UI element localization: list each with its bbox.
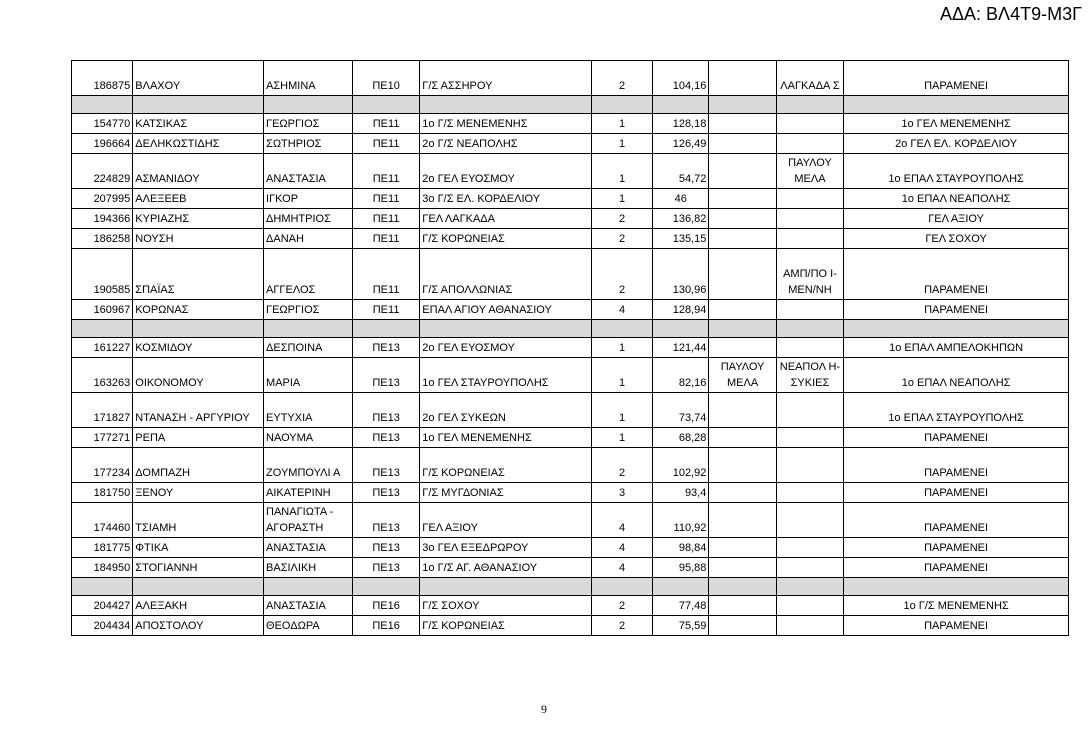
cell-score: 126,49: [653, 134, 709, 154]
cell-result: ΠΑΡΑΜΕΝΕΙ: [844, 616, 1069, 636]
cell-score: 121,44: [653, 338, 709, 358]
cell-name: ΘΕΟΔΩΡΑ: [264, 616, 353, 636]
cell-surname: ΚΑΤΣΙΚΑΣ: [133, 114, 264, 134]
cell-school: ΓΕΛ ΑΞΙΟΥ: [420, 503, 592, 538]
cell-pref-2: [776, 134, 843, 154]
cell-pref-2: [776, 558, 843, 578]
cell-id: 177234: [72, 448, 133, 483]
cell-pref-1: [709, 249, 776, 300]
cell-surname: ΣΤΟΓΙΑΝΝΗ: [133, 558, 264, 578]
cell-count: 2: [591, 249, 652, 300]
cell-id: 186258: [72, 229, 133, 249]
cell-specialty: ΠΕ13: [352, 483, 419, 503]
separator-cell: [844, 320, 1069, 338]
cell-specialty: ΠΕ13: [352, 538, 419, 558]
cell-id: 163263: [72, 358, 133, 393]
separator-cell: [844, 578, 1069, 596]
cell-pref-1: [709, 558, 776, 578]
cell-result: 2ο ΓΕΛ ΕΛ. ΚΟΡΔΕΛΙΟΥ: [844, 134, 1069, 154]
cell-specialty: ΠΕ13: [352, 338, 419, 358]
cell-name: ΑΙΚΑΤΕΡΙΝΗ: [264, 483, 353, 503]
separator-cell: [709, 320, 776, 338]
cell-score: 130,96: [653, 249, 709, 300]
cell-name: ΙΓΚΟΡ: [264, 189, 353, 209]
cell-pref-2: ΑΜΠ/ΠΟ Ι- ΜΕΝ/ΝΗ: [776, 249, 843, 300]
separator-cell: [776, 320, 843, 338]
cell-school: 1ο Γ/Σ ΑΓ. ΑΘΑΝΑΣΙΟΥ: [420, 558, 592, 578]
cell-specialty: ΠΕ11: [352, 154, 419, 189]
cell-count: 4: [591, 538, 652, 558]
cell-id: 154770: [72, 114, 133, 134]
cell-result: 1ο ΓΕΛ ΜΕΝΕΜΕΝΗΣ: [844, 114, 1069, 134]
cell-count: 2: [591, 596, 652, 616]
cell-count: 2: [591, 229, 652, 249]
cell-name: ΔΑΝΑΗ: [264, 229, 353, 249]
cell-score: 95,88: [653, 558, 709, 578]
cell-pref-2: [776, 616, 843, 636]
separator-cell: [776, 96, 843, 114]
cell-score: 104,16: [653, 61, 709, 96]
cell-id: 207995: [72, 189, 133, 209]
group-separator-row: [72, 96, 1069, 114]
cell-surname: ΑΣΜΑΝΙΔΟΥ: [133, 154, 264, 189]
table-row: [72, 428, 1069, 448]
cell-score: 136,82: [653, 209, 709, 229]
cell-result: 1ο Γ/Σ ΜΕΝΕΜΕΝΗΣ: [844, 596, 1069, 616]
separator-cell: [72, 578, 133, 596]
separator-cell: [591, 320, 652, 338]
cell-count: 2: [591, 209, 652, 229]
cell-name: ΕΥΤΥΧΙΑ: [264, 393, 353, 428]
cell-name: ΝΑΟΥΜΑ: [264, 428, 353, 448]
cell-count: 2: [591, 448, 652, 483]
cell-specialty: ΠΕ16: [352, 616, 419, 636]
cell-score: 128,18: [653, 114, 709, 134]
cell-name: ΑΣΗΜΙΝΑ: [264, 61, 353, 96]
separator-cell: [352, 320, 419, 338]
separator-cell: [420, 578, 592, 596]
cell-pref-2: [776, 300, 843, 320]
cell-result: 1ο ΕΠΑΛ ΝΕΑΠΟΛΗΣ: [844, 358, 1069, 393]
cell-pref-2: [776, 229, 843, 249]
placement-table: [71, 60, 1069, 636]
cell-name: ΠΑΝΑΓΙΩΤΑ - ΑΓΟΡΑΣΤΗ: [264, 503, 353, 538]
cell-score: 82,16: [653, 358, 709, 393]
cell-surname: ΝΟΥΣΗ: [133, 229, 264, 249]
table-row: [72, 616, 1069, 636]
cell-specialty: ΠΕ16: [352, 596, 419, 616]
cell-surname: ΔΟΜΠΑΖΗ: [133, 448, 264, 483]
cell-result: ΠΑΡΑΜΕΝΕΙ: [844, 448, 1069, 483]
cell-result: ΠΑΡΑΜΕΝΕΙ: [844, 300, 1069, 320]
cell-name: ΔΗΜΗΤΡΙΟΣ: [264, 209, 353, 229]
cell-school: 3ο Γ/Σ ΕΛ. ΚΟΡΔΕΛΙΟΥ: [420, 189, 592, 209]
cell-specialty: ΠΕ13: [352, 358, 419, 393]
cell-specialty: ΠΕ13: [352, 558, 419, 578]
table-row: [72, 154, 1069, 189]
cell-count: 1: [591, 338, 652, 358]
cell-id: 177271: [72, 428, 133, 448]
cell-school: Γ/Σ ΚΟΡΩΝΕΙΑΣ: [420, 229, 592, 249]
cell-school: 1ο ΓΕΛ ΣΤΑΥΡΟΥΠΟΛΗΣ: [420, 358, 592, 393]
table-row: [72, 338, 1069, 358]
table-row: [72, 483, 1069, 503]
cell-pref-1: [709, 616, 776, 636]
cell-score: 54,72: [653, 154, 709, 189]
cell-result: 1ο ΕΠΑΛ ΝΕΑΠΟΛΗΣ: [844, 189, 1069, 209]
cell-id: 204434: [72, 616, 133, 636]
cell-specialty: ΠΕ13: [352, 448, 419, 483]
cell-surname: ΚΟΡΩΝΑΣ: [133, 300, 264, 320]
cell-pref-2: [776, 596, 843, 616]
cell-school: 1ο ΓΕΛ ΜΕΝΕΜΕΝΗΣ: [420, 428, 592, 448]
table-row: [72, 596, 1069, 616]
cell-id: 196664: [72, 134, 133, 154]
cell-pref-1: [709, 393, 776, 428]
separator-cell: [591, 96, 652, 114]
cell-score: 135,15: [653, 229, 709, 249]
cell-pref-1: [709, 596, 776, 616]
cell-score: 68,28: [653, 428, 709, 448]
cell-score: 110,92: [653, 503, 709, 538]
cell-specialty: ΠΕ11: [352, 209, 419, 229]
cell-surname: ΡΕΠΑ: [133, 428, 264, 448]
cell-surname: ΞΕΝΟΥ: [133, 483, 264, 503]
cell-surname: ΑΛΕΞΕΕΒ: [133, 189, 264, 209]
cell-surname: ΔΕΛΗΚΩΣΤΙΔΗΣ: [133, 134, 264, 154]
cell-pref-2: [776, 483, 843, 503]
cell-pref-2: [776, 503, 843, 538]
cell-score: 46: [653, 189, 709, 209]
cell-pref-1: [709, 483, 776, 503]
cell-score: 98,84: [653, 538, 709, 558]
cell-school: 2ο ΓΕΛ ΕΥΟΣΜΟΥ: [420, 338, 592, 358]
cell-school: Γ/Σ ΑΣΣΗΡΟΥ: [420, 61, 592, 96]
cell-surname: ΣΠΑΪΑΣ: [133, 249, 264, 300]
cell-count: 4: [591, 503, 652, 538]
cell-school: Γ/Σ ΑΠΟΛΛΩΝΙΑΣ: [420, 249, 592, 300]
cell-id: 184950: [72, 558, 133, 578]
cell-pref-2: [776, 538, 843, 558]
cell-count: 2: [591, 616, 652, 636]
table-row: [72, 229, 1069, 249]
separator-cell: [420, 320, 592, 338]
separator-cell: [352, 578, 419, 596]
cell-specialty: ΠΕ11: [352, 134, 419, 154]
cell-pref-1: [709, 338, 776, 358]
separator-cell: [653, 96, 709, 114]
cell-pref-1: [709, 428, 776, 448]
table-row: [72, 558, 1069, 578]
cell-result: ΠΑΡΑΜΕΝΕΙ: [844, 503, 1069, 538]
separator-cell: [352, 96, 419, 114]
cell-school: 1ο Γ/Σ ΜΕΝΕΜΕΝΗΣ: [420, 114, 592, 134]
cell-id: 190585: [72, 249, 133, 300]
cell-pref-1: [709, 134, 776, 154]
cell-id: 224829: [72, 154, 133, 189]
separator-cell: [264, 320, 353, 338]
cell-count: 1: [591, 154, 652, 189]
cell-surname: ΟΙΚΟΝΟΜΟΥ: [133, 358, 264, 393]
cell-pref-1: [709, 209, 776, 229]
table-row: [72, 61, 1069, 96]
cell-name: ΣΩΤΗΡΙΟΣ: [264, 134, 353, 154]
cell-name: ΑΝΑΣΤΑΣΙΑ: [264, 154, 353, 189]
page-number: 9: [541, 702, 547, 716]
cell-pref-2: [776, 189, 843, 209]
cell-id: 160967: [72, 300, 133, 320]
cell-pref-1: [709, 114, 776, 134]
cell-specialty: ΠΕ11: [352, 189, 419, 209]
cell-id: 186875: [72, 61, 133, 96]
cell-score: 75,59: [653, 616, 709, 636]
table-row: [72, 209, 1069, 229]
cell-school: 2ο Γ/Σ ΝΕΑΠΟΛΗΣ: [420, 134, 592, 154]
cell-pref-1: [709, 300, 776, 320]
cell-pref-2: [776, 338, 843, 358]
cell-result: ΠΑΡΑΜΕΝΕΙ: [844, 249, 1069, 300]
cell-pref-1: [709, 61, 776, 96]
cell-school: 2ο ΓΕΛ ΕΥΟΣΜΟΥ: [420, 154, 592, 189]
cell-result: ΠΑΡΑΜΕΝΕΙ: [844, 61, 1069, 96]
cell-school: 2ο ΓΕΛ ΣΥΚΕΩΝ: [420, 393, 592, 428]
cell-count: 4: [591, 300, 652, 320]
cell-surname: ΒΛΑΧΟΥ: [133, 61, 264, 96]
cell-name: ΑΓΓΕΛΟΣ: [264, 249, 353, 300]
separator-cell: [133, 320, 264, 338]
cell-count: 1: [591, 358, 652, 393]
cell-pref-2: [776, 209, 843, 229]
table-row: [72, 249, 1069, 300]
cell-count: 2: [591, 61, 652, 96]
cell-pref-1: [709, 448, 776, 483]
cell-result: ΠΑΡΑΜΕΝΕΙ: [844, 428, 1069, 448]
separator-cell: [72, 320, 133, 338]
cell-pref-1: [709, 538, 776, 558]
cell-pref-1: [709, 189, 776, 209]
table-row: [72, 189, 1069, 209]
cell-id: 204427: [72, 596, 133, 616]
separator-cell: [72, 96, 133, 114]
cell-surname: ΚΥΡΙΑΖΗΣ: [133, 209, 264, 229]
cell-specialty: ΠΕ13: [352, 428, 419, 448]
cell-pref-2: [776, 393, 843, 428]
separator-cell: [264, 578, 353, 596]
table-row: [72, 538, 1069, 558]
cell-score: 102,92: [653, 448, 709, 483]
separator-cell: [591, 578, 652, 596]
separator-cell: [133, 96, 264, 114]
cell-pref-2: ΛΑΓΚΑΔΑ Σ: [776, 61, 843, 96]
cell-pref-2: [776, 428, 843, 448]
separator-cell: [653, 320, 709, 338]
cell-school: ΓΕΛ ΛΑΓΚΑΔΑ: [420, 209, 592, 229]
cell-score: 77,48: [653, 596, 709, 616]
cell-result: 1ο ΕΠΑΛ ΣΤΑΥΡΟΥΠΟΛΗΣ: [844, 154, 1069, 189]
cell-result: ΠΑΡΑΜΕΝΕΙ: [844, 558, 1069, 578]
cell-name: ΑΝΑΣΤΑΣΙΑ: [264, 538, 353, 558]
cell-pref-1: [709, 154, 776, 189]
cell-result: 1ο ΕΠΑΛ ΣΤΑΥΡΟΥΠΟΛΗΣ: [844, 393, 1069, 428]
separator-cell: [709, 578, 776, 596]
cell-id: 171827: [72, 393, 133, 428]
cell-specialty: ΠΕ11: [352, 249, 419, 300]
cell-surname: ΑΠΟΣΤΟΛΟΥ: [133, 616, 264, 636]
group-separator-row: [72, 578, 1069, 596]
cell-name: ΖΟΥΜΠΟΥΛΙ Α: [264, 448, 353, 483]
separator-cell: [420, 96, 592, 114]
table-row: [72, 393, 1069, 428]
cell-count: 4: [591, 558, 652, 578]
cell-specialty: ΠΕ11: [352, 300, 419, 320]
cell-score: 93,4: [653, 483, 709, 503]
cell-count: 1: [591, 134, 652, 154]
cell-specialty: ΠΕ13: [352, 393, 419, 428]
cell-pref-2: ΠΑΥΛΟΥ ΜΕΛΑ: [776, 154, 843, 189]
cell-pref-1: ΠΑΥΛΟΥ ΜΕΛΑ: [709, 358, 776, 393]
ada-code: ΑΔΑ: ΒΛ4Τ9-Μ3Γ: [940, 4, 1082, 24]
cell-name: ΓΕΩΡΓΙΟΣ: [264, 114, 353, 134]
cell-id: 174460: [72, 503, 133, 538]
cell-count: 1: [591, 393, 652, 428]
cell-id: 181750: [72, 483, 133, 503]
cell-count: 1: [591, 189, 652, 209]
separator-cell: [133, 578, 264, 596]
cell-school: Γ/Σ ΚΟΡΩΝΕΙΑΣ: [420, 616, 592, 636]
cell-id: 161227: [72, 338, 133, 358]
cell-school: 3ο ΓΕΛ ΕΞΕΔΡΩΡΟΥ: [420, 538, 592, 558]
cell-name: ΑΝΑΣΤΑΣΙΑ: [264, 596, 353, 616]
cell-surname: ΤΣΙΑΜΗ: [133, 503, 264, 538]
table-row: [72, 503, 1069, 538]
cell-result: ΠΑΡΑΜΕΝΕΙ: [844, 483, 1069, 503]
cell-specialty: ΠΕ11: [352, 114, 419, 134]
cell-surname: ΑΛΕΞΑΚΗ: [133, 596, 264, 616]
cell-school: Γ/Σ ΣΟΧΟΥ: [420, 596, 592, 616]
group-separator-row: [72, 320, 1069, 338]
cell-name: ΔΕΣΠΟΙΝΑ: [264, 338, 353, 358]
cell-result: ΓΕΛ ΑΞΙΟΥ: [844, 209, 1069, 229]
cell-school: Γ/Σ ΜΥΓΔΟΝΙΑΣ: [420, 483, 592, 503]
cell-pref-2: [776, 114, 843, 134]
cell-specialty: ΠΕ13: [352, 503, 419, 538]
separator-cell: [264, 96, 353, 114]
cell-school: ΕΠΑΛ ΑΓΙΟΥ ΑΘΑΝΑΣΙΟΥ: [420, 300, 592, 320]
cell-id: 194366: [72, 209, 133, 229]
cell-name: ΒΑΣΙΛΙΚΗ: [264, 558, 353, 578]
separator-cell: [709, 96, 776, 114]
cell-count: 1: [591, 114, 652, 134]
cell-specialty: ΠΕ11: [352, 229, 419, 249]
cell-pref-1: [709, 229, 776, 249]
cell-result: 1ο ΕΠΑΛ ΑΜΠΕΛΟΚΗΠΩΝ: [844, 338, 1069, 358]
cell-name: ΓΕΩΡΓΙΟΣ: [264, 300, 353, 320]
cell-result: ΠΑΡΑΜΕΝΕΙ: [844, 538, 1069, 558]
table-row: [72, 134, 1069, 154]
cell-surname: ΝΤΑΝΑΣΗ - ΑΡΓΥΡΙΟΥ: [133, 393, 264, 428]
cell-score: 73,74: [653, 393, 709, 428]
cell-pref-2: ΝΕΑΠΟΛ Η-ΣΥΚΙΕΣ: [776, 358, 843, 393]
cell-pref-1: [709, 503, 776, 538]
table-row: [72, 114, 1069, 134]
cell-result: ΓΕΛ ΣΟΧΟΥ: [844, 229, 1069, 249]
cell-id: 181775: [72, 538, 133, 558]
separator-cell: [653, 578, 709, 596]
table-row: [72, 448, 1069, 483]
cell-name: ΜΑΡΙΑ: [264, 358, 353, 393]
cell-surname: ΦΤΙΚΑ: [133, 538, 264, 558]
cell-score: 128,94: [653, 300, 709, 320]
separator-cell: [844, 96, 1069, 114]
cell-count: 3: [591, 483, 652, 503]
cell-school: Γ/Σ ΚΟΡΩΝΕΙΑΣ: [420, 448, 592, 483]
separator-cell: [776, 578, 843, 596]
table-row: [72, 358, 1069, 393]
cell-pref-2: [776, 448, 843, 483]
table-row: [72, 300, 1069, 320]
cell-count: 1: [591, 428, 652, 448]
cell-surname: ΚΟΣΜΙΔΟΥ: [133, 338, 264, 358]
cell-specialty: ΠΕ10: [352, 61, 419, 96]
